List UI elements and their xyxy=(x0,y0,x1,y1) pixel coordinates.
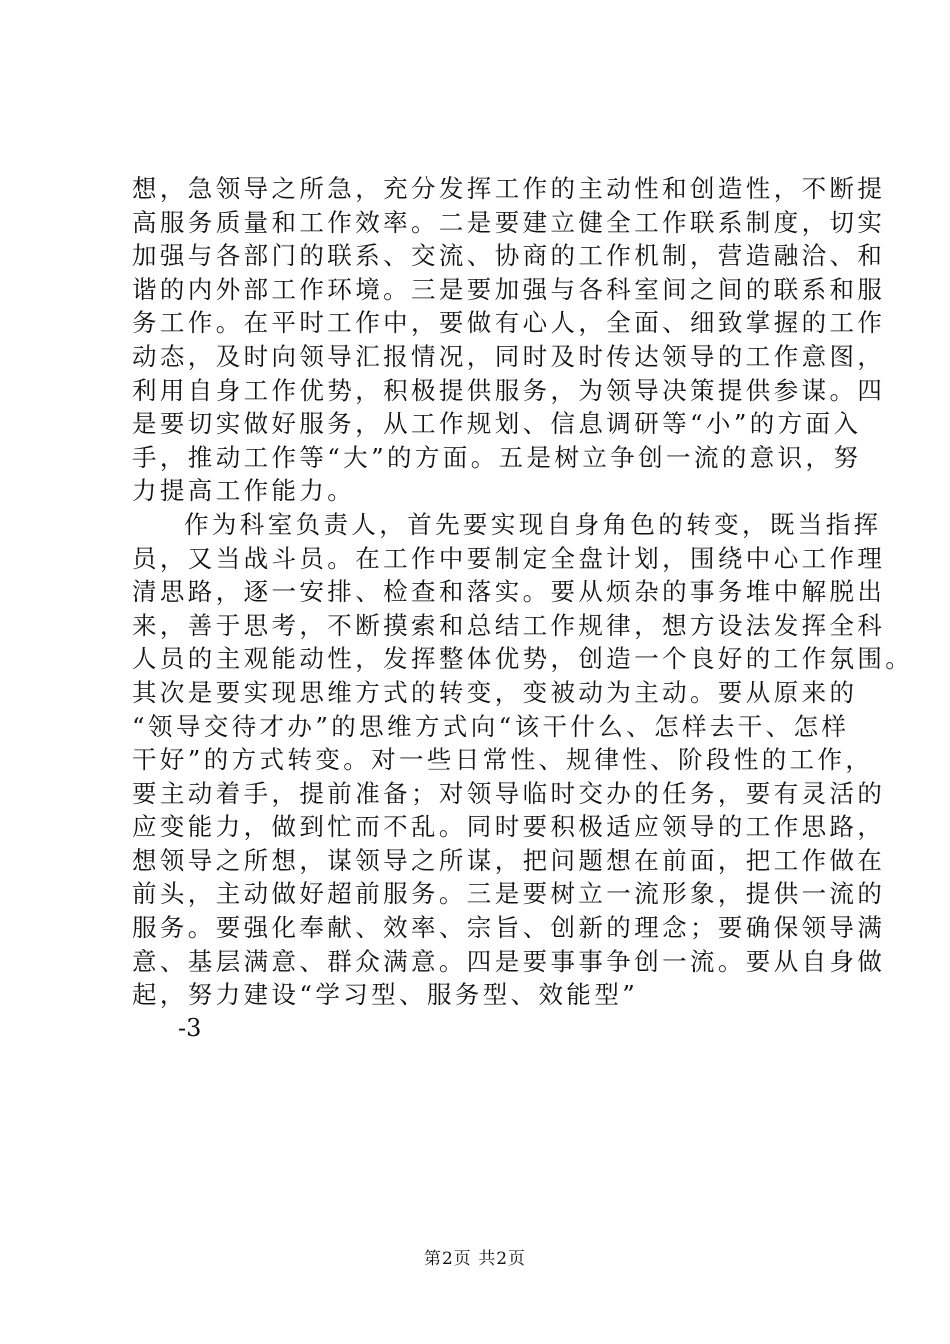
text-line: 干好”的方式转变。对一些日常性、规律性、阶段性的工作， xyxy=(132,745,874,775)
text-line: 意、基层满意、群众满意。四是要事事争创一流。要从自身做 xyxy=(132,946,886,976)
text-line: 动态，及时向领导汇报情况，同时及时传达领导的工作意图， xyxy=(132,341,886,371)
text-line: 来，善于思考，不断摸索和总结工作规律，想方设法发挥全科 xyxy=(132,610,886,640)
page-footer: 第2页 共2页 xyxy=(423,1249,527,1269)
text-line: 想领导之所想，谋领导之所谋，把问题想在前面，把工作做在 xyxy=(132,845,886,875)
text-line: 想，急领导之所急，充分发挥工作的主动性和创造性，不断提 xyxy=(132,174,886,203)
text-line: 起，努力建设“学习型、服务型、效能型” xyxy=(132,980,639,1010)
text-line: 加强与各部门的联系、交流、协商的工作机制，营造融洽、和 xyxy=(132,241,886,271)
text-line: 清思路，逐一安排、检查和落实。要从烦杂的事务堆中解脱出 xyxy=(132,577,886,607)
text-line: “领导交待才办”的思维方式向“该干什么、怎样去干、怎样 xyxy=(132,711,850,741)
text-line: 手，推动工作等“大”的方面。五是树立争创一流的意识，努 xyxy=(132,442,862,472)
text-line: 高服务质量和工作效率。二是要建立健全工作联系制度，切实 xyxy=(132,207,886,237)
page-mark: -3 xyxy=(178,1013,202,1042)
text-line: 要主动着手，提前准备；对领导临时交办的任务，要有灵活的 xyxy=(132,778,886,808)
paragraph-1 xyxy=(132,172,886,508)
text-line: 人员的主观能动性，发挥整体优势，创造一个良好的工作氛围。 xyxy=(132,644,914,674)
document-body xyxy=(132,172,914,1045)
text-line: 力提高工作能力。 xyxy=(132,476,356,506)
text-line: 利用自身工作优势，积极提供服务，为领导决策提供参谋。四 xyxy=(132,375,886,405)
text-line: 服务。要强化奉献、效率、宗旨、创新的理念；要确保领导满 xyxy=(132,913,886,943)
text-line: 前头，主动做好超前服务。三是要树立一流形象，提供一流的 xyxy=(132,879,886,909)
text-line: 务工作。在平时工作中，要做有心人，全面、细致掌握的工作 xyxy=(132,308,886,338)
text-line: 员，又当战斗员。在工作中要制定全盘计划，围绕中心工作理 xyxy=(132,543,886,573)
text-line: 应变能力，做到忙而不乱。同时要积极适应领导的工作思路， xyxy=(132,812,886,842)
text-line: 是要切实做好服务，从工作规划、信息调研等“小”的方面入 xyxy=(132,409,862,439)
text-line: 其次是要实现思维方式的转变，变被动为主动。要从原来的 xyxy=(132,677,858,707)
paragraph-2 xyxy=(132,508,914,1012)
text-line: 作为科室负责人，首先要实现自身角色的转变，既当指挥 xyxy=(184,509,882,539)
text-line: 谐的内外部工作环境。三是要加强与各科室间之间的联系和服 xyxy=(132,274,886,304)
